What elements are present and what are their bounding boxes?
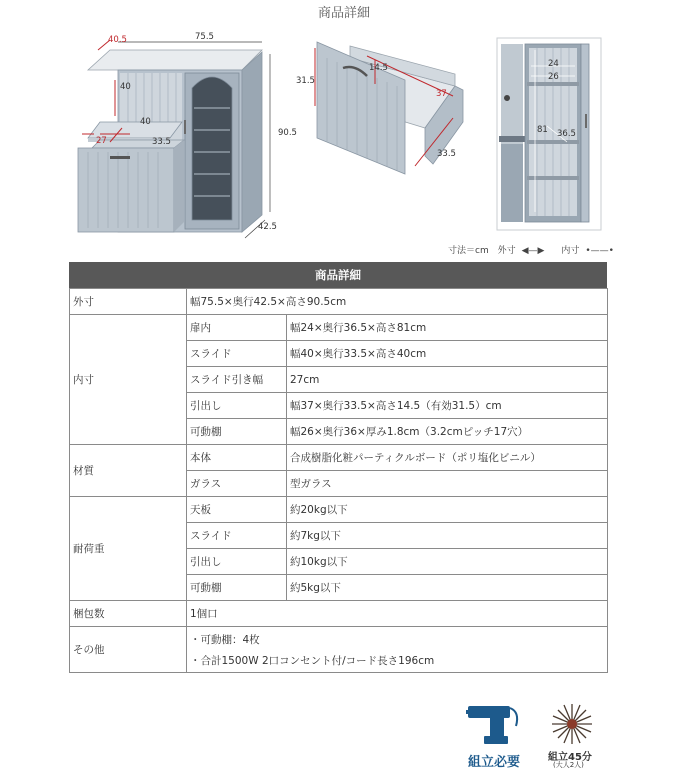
sub-label: 引出し bbox=[187, 549, 287, 575]
legend-outer: 外寸 bbox=[497, 246, 516, 256]
table-row bbox=[70, 497, 608, 523]
row-value bbox=[187, 627, 608, 673]
row-label: 外寸 bbox=[70, 289, 187, 315]
sub-label: 扉内 bbox=[187, 315, 287, 341]
dim-drawer-height: 31.5 bbox=[296, 76, 315, 86]
sub-value: 約7kg以下 bbox=[287, 523, 608, 549]
row-label: 材質 bbox=[70, 445, 187, 497]
dot-arrow-icon: •——• bbox=[585, 246, 614, 256]
sub-label: 天板 bbox=[187, 497, 287, 523]
dim-top-depth: 40.5 bbox=[108, 35, 127, 45]
row-value: 1個口 bbox=[187, 601, 608, 627]
row-value: 幅75.5×奥行42.5×高さ90.5cm bbox=[187, 289, 608, 315]
dim-slide-pull: 27 bbox=[96, 136, 107, 146]
dim-cabinet-height: 81 bbox=[537, 125, 548, 135]
dim-inner-height: 40 bbox=[120, 82, 131, 92]
sub-label: スライド bbox=[187, 523, 287, 549]
table-row bbox=[70, 289, 608, 315]
sub-label: 引出し bbox=[187, 393, 287, 419]
dim-slide-depth: 33.5 bbox=[152, 137, 171, 147]
dim-cabinet-width: 26 bbox=[548, 72, 559, 82]
dim-total-height: 90.5 bbox=[278, 128, 297, 138]
legend-inner: 内寸 bbox=[561, 246, 580, 256]
table-row bbox=[70, 601, 608, 627]
sub-value: 幅40×奥行33.5×高さ40cm bbox=[287, 341, 608, 367]
sub-value: 約5kg以下 bbox=[287, 575, 608, 601]
sub-value: 約10kg以下 bbox=[287, 549, 608, 575]
dim-total-width: 75.5 bbox=[195, 32, 214, 42]
sub-value: 合成樹脂化粧パーティクルボード（ポリ塩化ビニル） bbox=[287, 445, 608, 471]
sub-value: 幅37×奥行33.5×高さ14.5（有効31.5）cm bbox=[287, 393, 608, 419]
row-label: 梱包数 bbox=[70, 601, 187, 627]
dim-drawer-inner-height: 14.5 bbox=[369, 63, 388, 73]
table-row bbox=[70, 445, 608, 471]
table-row bbox=[70, 627, 608, 673]
assembly-people-label: (大人2人) bbox=[553, 761, 584, 769]
other-line: ・可動棚：4枚 bbox=[190, 633, 260, 646]
row-label: 内寸 bbox=[70, 315, 187, 445]
timer-burst-icon bbox=[550, 702, 594, 746]
sub-label: 本体 bbox=[187, 445, 287, 471]
dim-drawer-width: 37 bbox=[436, 89, 447, 99]
sub-label: 可動棚 bbox=[187, 575, 287, 601]
row-label: その他 bbox=[70, 627, 187, 673]
dim-bottom-depth: 42.5 bbox=[258, 222, 277, 232]
arrow-both-icon: ◀—▶ bbox=[521, 246, 545, 256]
sub-label: スライド引き幅 bbox=[187, 367, 287, 393]
dim-shelf-width: 24 bbox=[548, 59, 559, 69]
legend-unit: 寸法＝cm bbox=[448, 246, 489, 256]
page-title: 商品詳細 bbox=[317, 6, 370, 21]
assembly-time-label: 組立45分 bbox=[548, 752, 592, 763]
sub-value: 約20kg以下 bbox=[287, 497, 608, 523]
sub-value: 幅24×奥行36.5×高さ81cm bbox=[287, 315, 608, 341]
row-label: 耐荷重 bbox=[70, 497, 187, 601]
sub-value: 27cm bbox=[287, 367, 608, 393]
sub-value: 幅26×奥行36×厚み1.8cm（3.2cmピッチ17穴） bbox=[287, 419, 608, 445]
assembly-required-label: 組立必要 bbox=[468, 755, 521, 770]
dimension-legend bbox=[448, 243, 620, 256]
other-line: ・合計1500W 2口コンセント付/コード長さ196cm bbox=[190, 654, 435, 667]
dim-slide-width: 40 bbox=[140, 117, 151, 127]
spec-table-header: 商品詳細 bbox=[69, 262, 607, 288]
sub-label: スライド bbox=[187, 341, 287, 367]
table-row bbox=[70, 315, 608, 341]
sub-label: ガラス bbox=[187, 471, 287, 497]
dim-drawer-depth: 33.5 bbox=[437, 149, 456, 159]
sub-value: 型ガラス bbox=[287, 471, 608, 497]
spec-table bbox=[69, 288, 608, 673]
power-drill-icon bbox=[466, 700, 526, 748]
sub-label: 可動棚 bbox=[187, 419, 287, 445]
dim-cabinet-depth: 36.5 bbox=[557, 129, 576, 139]
